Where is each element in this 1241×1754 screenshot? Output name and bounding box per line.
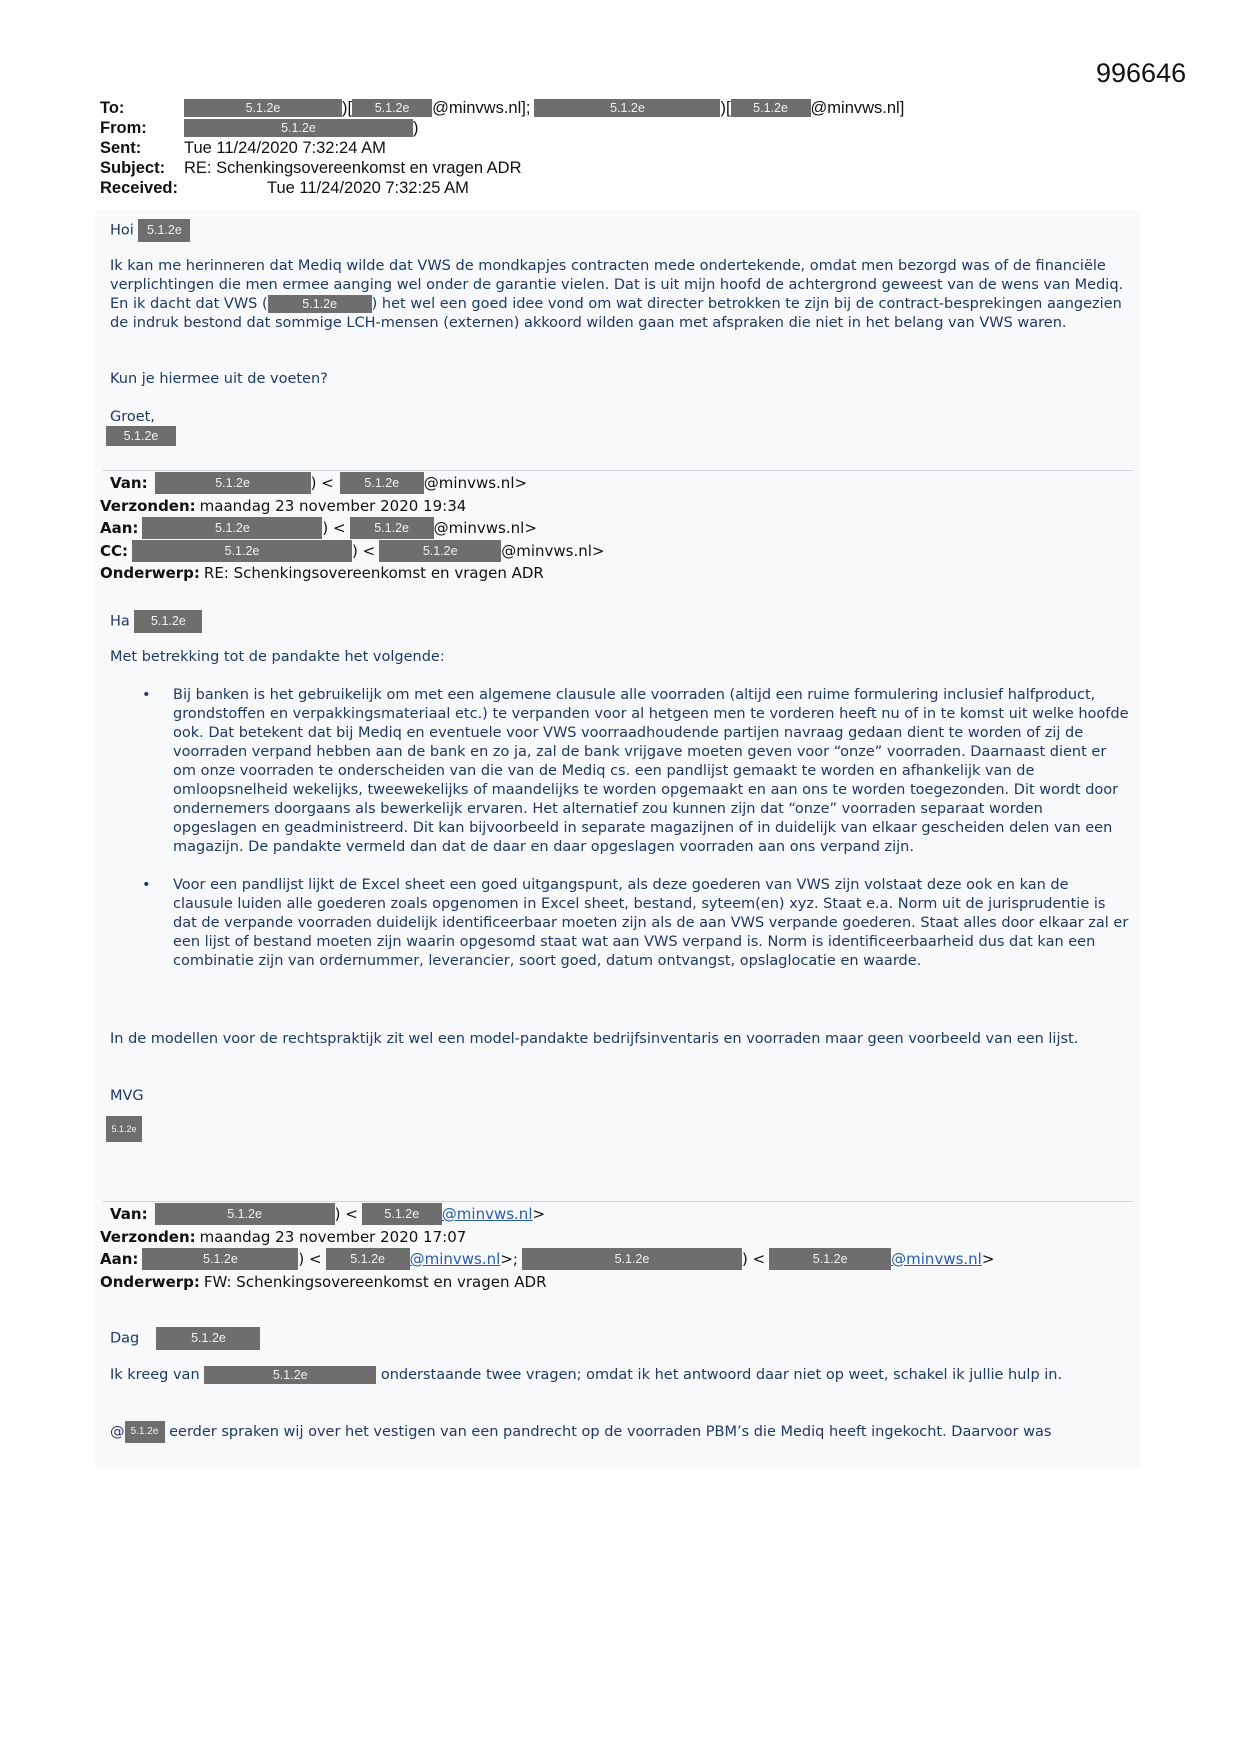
subject-row bbox=[100, 158, 904, 178]
aan-separator: ) < bbox=[741, 1250, 766, 1268]
redaction-box: 5.1.2e bbox=[352, 99, 432, 117]
cc-separator: ) < bbox=[352, 541, 376, 560]
redaction-box: 5.1.2e bbox=[106, 426, 176, 446]
document-number: 996646 bbox=[1096, 58, 1187, 88]
redaction-box: 5.1.2e bbox=[184, 119, 413, 137]
redaction-box: 5.1.2e bbox=[142, 1248, 298, 1270]
aan-separator: ) < bbox=[322, 519, 346, 537]
msg1-closing: Groet, bbox=[110, 409, 155, 425]
email-link[interactable]: @minvws.nl bbox=[409, 1250, 501, 1268]
sent-label: Sent: bbox=[100, 139, 142, 157]
verzonden-value: maandag 23 november 2020 17:07 bbox=[199, 1227, 467, 1246]
msg2-closing: MVG bbox=[110, 1088, 144, 1104]
msg3-greeting bbox=[110, 1327, 1130, 1350]
msg3-paragraph bbox=[110, 1366, 1130, 1385]
aan-label: Aan: bbox=[100, 1250, 139, 1268]
redaction-box: 5.1.2e bbox=[350, 517, 434, 539]
redaction-box: 5.1.2e bbox=[204, 1366, 376, 1384]
paragraph-text: Ik kan me herinneren dat Mediq wilde dat VWS de mondkapjes contracten mede ondertekende, omdat men bezorgd was of de financiële verplichtingen die men ermee aanging wel onder de garantie vielen. Dat is uit mijn hoofd de achtergrond geweest van de wens van Mediq. En ik dacht dat VWS ( bbox=[110, 258, 1124, 312]
van-label: Van: bbox=[110, 1205, 148, 1223]
aan-close: > bbox=[981, 1250, 995, 1268]
paragraph-text: ) het wel een goed idee vond om wat directer betrokken te zijn bij de contract-besprekingen aangezien de indruk bestond dat sommige LCH-mensen (externen) akkoord wilden gaan met afspraken die niet in het belang van VWS waren. bbox=[110, 296, 1122, 331]
onderwerp-value: RE: Schenkingsovereenkomst en vragen ADR bbox=[203, 564, 544, 582]
redaction-box: 5.1.2e bbox=[362, 1203, 442, 1225]
paragraph-text: Ik kreeg van bbox=[110, 1367, 200, 1383]
onderwerp-value: FW: Schenkingsovereenkomst en vragen ADR bbox=[203, 1272, 547, 1291]
verzonden-label: Verzonden: bbox=[100, 496, 196, 515]
msg3-header bbox=[100, 1203, 994, 1293]
from-label: From: bbox=[100, 119, 147, 137]
bullet-list bbox=[130, 686, 1130, 971]
van-domain: @minvws.nl> bbox=[423, 474, 528, 492]
cc-domain: @minvws.nl> bbox=[501, 541, 605, 560]
redaction-box: 5.1.2e bbox=[125, 1421, 165, 1443]
redaction-box: 5.1.2e bbox=[156, 1327, 260, 1350]
redaction-box: 5.1.2e bbox=[340, 472, 424, 494]
van-separator: ) < bbox=[334, 1205, 358, 1223]
subject-label: Subject: bbox=[100, 159, 166, 177]
msg2-header bbox=[100, 472, 604, 585]
to-separator: )[ bbox=[720, 99, 731, 117]
paragraph-text: onderstaande twee vragen; omdat ik het antwoord daar niet op weet, schakel ik jullie hulp in. bbox=[380, 1367, 1063, 1383]
onderwerp-label: Onderwerp: bbox=[100, 564, 200, 582]
to-row bbox=[100, 98, 904, 118]
onderwerp-label: Onderwerp: bbox=[100, 1272, 200, 1291]
redaction-box: 5.1.2e bbox=[769, 1248, 891, 1270]
from-row bbox=[100, 118, 904, 138]
redaction-box: 5.1.2e bbox=[268, 295, 372, 313]
redaction-box: 5.1.2e bbox=[155, 472, 311, 494]
to-domain: @minvws.nl]; bbox=[432, 99, 531, 117]
to-domain: @minvws.nl] bbox=[810, 99, 905, 117]
email-header bbox=[100, 98, 904, 198]
aan-label: Aan: bbox=[100, 519, 139, 537]
separator-line bbox=[103, 470, 1133, 471]
list-item-text: Voor een pandlijst lijkt de Excel sheet een goed uitgangspunt, als deze goederen van VWS zijn volstaat deze ook en kan de clausule luiden alle goederen zoals opgenomen in Excel sheet, bestand, syteem(en) xyz. Staat e.a. Norm uit de jurisprudentie is dat de verpande voorraden duidelijk identificeerbaar moeten zijn als de aan VWS verpande goederen. Staat alles door elkaar zal er een lijst of bestand moeten zijn waarin opgesomd staat wat aan VWS verpand is. Norm is identificeerbaarheid dus dat kan een combinatie zijn van ordernummer, leverancier, soort goed, datum ontvangst, opslaglocatie en waarde. bbox=[173, 877, 1129, 969]
separator-line bbox=[103, 1201, 1133, 1202]
from-close: ) bbox=[413, 119, 419, 137]
list-item: • Bij banken is het gebruikelijk om met een algemene clausule alle voorraden (altijd een ruime formulering inclusief halfproduct, grondstoffen en verpakkingsmateriaal etc.) te verpanden voor al hetgeen men te vorderen heeft nu of in te komst uit welke hoofde ook. Dat betekent dat bij Mediq en eventuele voor VWS voorraadhoudende partijen navraag gedaan dient te worden of zij de voorraden verpand hebben aan de bank en zo ja, zal de bank vrijgave moeten geven voor “onze” voorraden. Daarnaast dient er om onze voorraden te onderscheiden van die van de Mediq cs. een pandlijst gemaakt te worden en afhankelijk van de omloopsnelheid wekelijks, tweewekelijks of maandelijks te worden opgemaakt en aan ons te worden toegezonden. Dit wordt door ondernemers doorgaans als bewerkelijk ervaren. Het alternatief zou kunnen zijn dat “onze” voorraden separaat worden opgeslagen en geadministreerd. Dit kan bijvoorbeeld in separate magazijnen of in duidelijk van elkaar gescheiden delen van een magazijn. De pandakte vermeld dan dat de daar en daar opgeslagen voorraden aan ons verpand zijn. bbox=[142, 687, 1129, 855]
redaction-box: 5.1.2e bbox=[134, 610, 202, 633]
msg3-paragraph bbox=[110, 1421, 1130, 1443]
list-item-text: Bij banken is het gebruikelijk om met een algemene clausule alle voorraden (altijd een ruime formulering inclusief halfproduct, grondstoffen en verpakkingsmateriaal etc.) te verpanden voor al hetgeen men te vorderen heeft nu of in te komst uit welke hoofde ook. Dat betekent dat bij Mediq en eventuele voor VWS voorraadhoudende partijen navraag gedaan dient te worden of zij de voorraden verpand hebben aan de bank en zo ja, zal de bank vrijgave moeten geven voor “onze” voorraden. Daarnaast dient er om onze voorraden te onderscheiden van die van de Mediq cs. een pandlijst gemaakt te worden en afhankelijk van de omloopsnelheid wekelijks, tweewekelijks of maandelijks te worden opgemaakt en aan ons te worden toegezonden. Dit wordt door ondernemers doorgaans als bewerkelijk ervaren. Het alternatief zou kunnen zijn dat “onze” voorraden separaat worden opgeslagen en geadministreerd. Dit kan bijvoorbeeld in separate magazijnen of in duidelijk van elkaar gescheiden delen van een magazijn. De pandakte vermeld dan dat de daar en daar opgeslagen voorraden aan ons verpand zijn. bbox=[173, 687, 1129, 855]
msg2-greeting bbox=[110, 610, 1130, 633]
redaction-box: 5.1.2e bbox=[379, 540, 501, 562]
redaction-box: 5.1.2e bbox=[142, 517, 322, 539]
msg2-paragraph: In de modellen voor de rechtspraktijk zit wel een model-pandakte bedrijfsinventaris en voorraden maar geen voorbeeld van een lijst. bbox=[110, 1031, 1079, 1047]
redaction-box: 5.1.2e bbox=[326, 1248, 410, 1270]
redaction-box: 5.1.2e bbox=[731, 99, 811, 117]
redaction-box: 5.1.2e bbox=[522, 1248, 742, 1270]
msg2-intro: Met betrekking tot de pandakte het volgende: bbox=[110, 649, 445, 665]
van-separator: ) < bbox=[310, 474, 334, 492]
sent-value: Tue 11/24/2020 7:32:24 AM bbox=[184, 139, 386, 157]
received-label: Received: bbox=[100, 179, 178, 197]
cc-label: CC: bbox=[100, 541, 129, 560]
email-link[interactable]: @minvws.nl bbox=[441, 1205, 533, 1223]
van-close: > bbox=[532, 1205, 546, 1223]
paragraph-text: @ bbox=[110, 1424, 125, 1440]
aan-separator: >; bbox=[500, 1250, 518, 1268]
redaction-box: 5.1.2e bbox=[138, 219, 190, 242]
aan-domain: @minvws.nl> bbox=[433, 519, 537, 537]
msg1-paragraph bbox=[110, 257, 1130, 333]
verzonden-label: Verzonden: bbox=[100, 1227, 196, 1246]
subject-value: RE: Schenkingsovereenkomst en vragen ADR bbox=[184, 159, 522, 177]
verzonden-value: maandag 23 november 2020 19:34 bbox=[199, 496, 467, 515]
redaction-box: 5.1.2e bbox=[155, 1203, 335, 1225]
greeting-text: Ha bbox=[110, 613, 130, 630]
msg1-question: Kun je hiermee uit de voeten? bbox=[110, 371, 328, 387]
redaction-box: 5.1.2e bbox=[132, 540, 352, 562]
greeting-text: Dag bbox=[110, 1330, 140, 1347]
received-value: Tue 11/24/2020 7:32:25 AM bbox=[267, 179, 469, 197]
email-link[interactable]: @minvws.nl bbox=[891, 1250, 982, 1268]
aan-separator: ) < bbox=[298, 1250, 322, 1268]
redaction-box: 5.1.2e bbox=[184, 99, 342, 117]
sent-row bbox=[100, 138, 904, 158]
paragraph-text: eerder spraken wij over het vestigen van een pandrecht op de voorraden PBM’s die Mediq heeft ingekocht. Daarvoor was bbox=[169, 1424, 1052, 1440]
van-label: Van: bbox=[110, 474, 148, 492]
redaction-box: 5.1.2e bbox=[534, 99, 720, 117]
greeting-text: Hoi bbox=[110, 222, 134, 239]
received-row bbox=[100, 178, 904, 198]
list-item: • Voor een pandlijst lijkt de Excel sheet een goed uitgangspunt, als deze goederen van VWS zijn volstaat deze ook en kan de clausule luiden alle goederen zoals opgenomen in Excel sheet, bestand, syteem(en) xyz. Staat e.a. Norm uit de jurisprudentie is dat de verpande voorraden duidelijk identificeerbaar moeten zijn als de aan VWS verpande goederen. Staat alles door elkaar zal er een lijst of bestand moeten zijn waarin opgesomd staat wat aan VWS verpand is. Norm is identificeerbaarheid dus dat kan een combinatie zijn van ordernummer, leverancier, soort goed, datum ontvangst, opslaglocatie en waarde. bbox=[142, 877, 1129, 969]
msg1-greeting bbox=[110, 219, 1130, 242]
to-label: To: bbox=[100, 99, 125, 117]
redaction-box: 5.1.2e bbox=[106, 1116, 142, 1142]
to-separator: )[ bbox=[342, 99, 353, 117]
